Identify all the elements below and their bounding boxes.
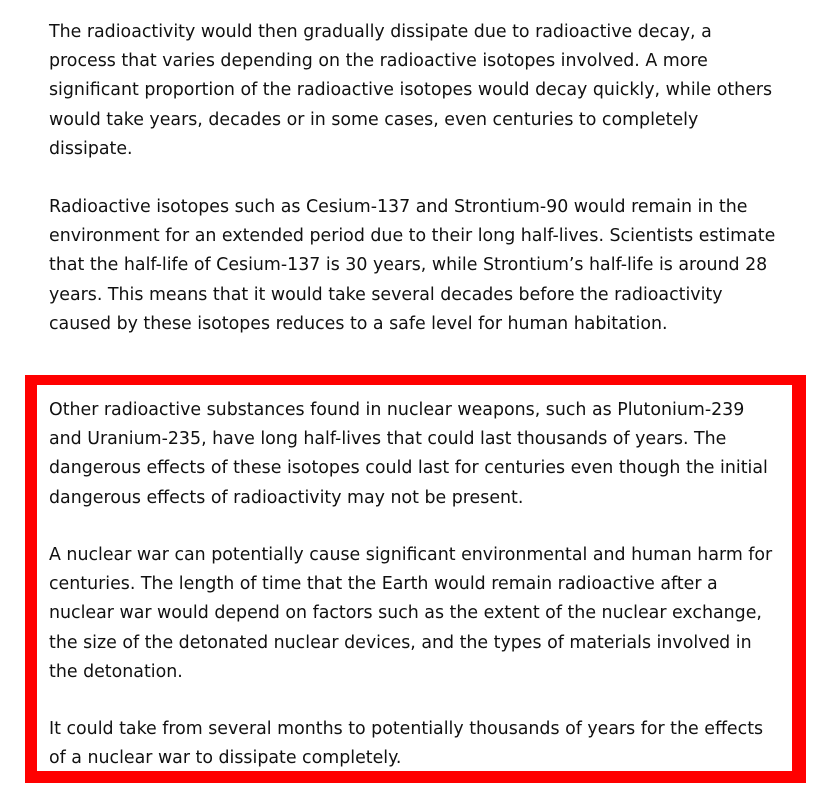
paragraph-cesium-strontium: Radioactive isotopes such as Cesium-137 and Strontium-90 would remain in the environment for an extended period due to their long half-lives. Scientists estimate that the half-life of Cesium-137 is 30 years, while Strontium’s half-life is around 28 years. This means that it would take several decades before the radioactivity caused by these isotopes reduces to a safe level for human habitation. [49,197,776,334]
paragraph-conclusion: It could take from several months to potentially thousands of years for the effects of a nuclear war to dissipate completely. [49,719,764,769]
paragraph-decay: The radioactivity would then gradually dissipate due to radioactive decay, a process that varies depending on the radioactive isotopes involved. A more significant proportion of the radioactive isotopes would decay quickly, while others would take years, decades or in some cases, even centuries to completely dissipate. [49,22,773,159]
paragraph-environmental-harm: A nuclear war can potentially cause significant environmental and human harm for centuries. The length of time that the Earth would remain radioactive after a nuclear war would depend on factors such as the extent of the nuclear exchange, the size of the detonated nuclear devices, and the types of materials involved in the detonation. [49,545,773,682]
paragraph-plutonium-uranium: Other radioactive substances found in nuclear weapons, such as Plutonium-239 and Uranium-235, have long half-lives that could last thousands of years. The dangerous effects of these isotopes could last for centuries even though the initial dangerous effects of radioactivity may not be present. [49,400,768,508]
